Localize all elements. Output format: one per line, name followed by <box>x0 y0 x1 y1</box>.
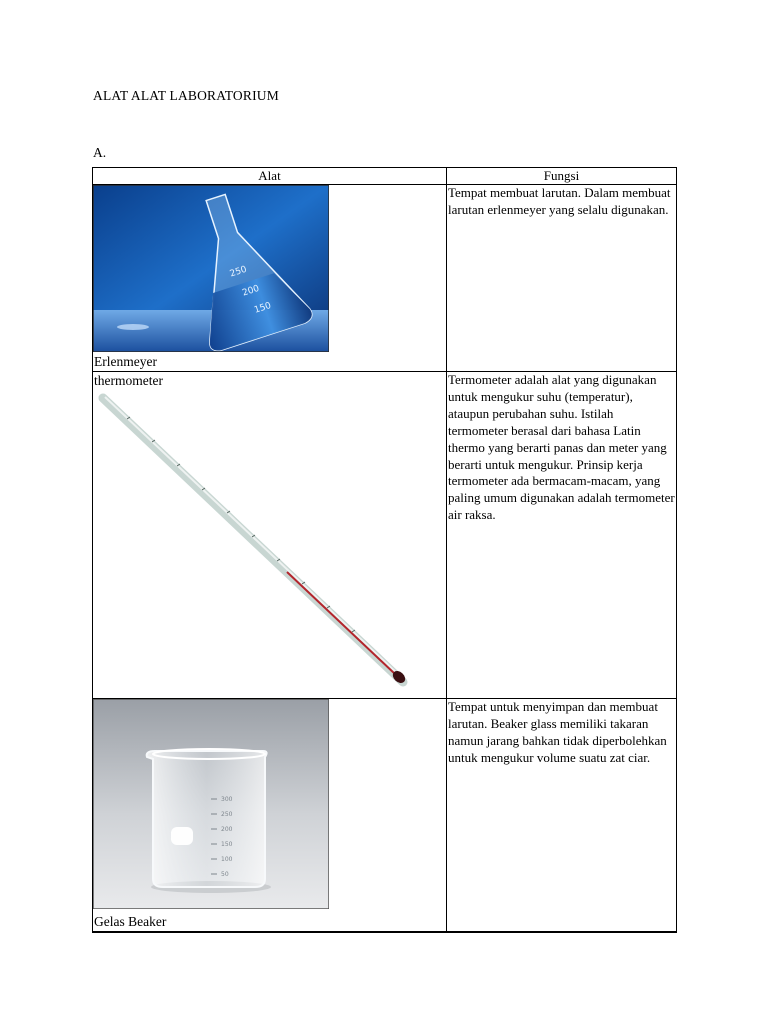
tool-description: Tempat membuat larutan. Dalam membuat larutan erlenmeyer yang selalu digunakan. <box>448 185 671 217</box>
table-header-row <box>93 168 677 185</box>
table-row <box>93 185 677 372</box>
beaker-marking-200: 200 <box>221 826 233 833</box>
alat-cell <box>93 699 447 933</box>
table-row <box>93 699 677 933</box>
tool-name: thermometer <box>94 373 163 388</box>
erlenmeyer-flask-image <box>93 185 329 352</box>
alat-cell <box>93 185 447 372</box>
flask-marking-200: 200 <box>241 283 261 299</box>
alat-cell <box>93 372 447 699</box>
fungsi-cell <box>447 185 677 372</box>
laboratory-tools-table <box>92 167 677 933</box>
beaker-marking-150: 150 <box>221 841 233 848</box>
tool-description: Tempat untuk menyimpan dan membuat larutan. Beaker glass memiliki takaran namun jarang bahkan tidak diperbolehkan untuk mengukur volume suatu zat ciar. <box>448 699 667 765</box>
beaker-marking-250: 250 <box>221 811 233 818</box>
flask-marking-250: 250 <box>228 264 249 280</box>
header-alat: Alat <box>93 168 447 185</box>
header-fungsi: Fungsi <box>447 168 677 185</box>
table-row <box>93 372 677 699</box>
document-title: ALAT ALAT LABORATORIUM <box>93 88 279 103</box>
beaker-marking-50: 50 <box>221 871 229 878</box>
tool-name: Gelas Beaker <box>94 914 167 929</box>
flask-marking-150: 150 <box>253 300 273 316</box>
thermometer-image <box>97 392 417 692</box>
fungsi-cell <box>447 699 677 933</box>
fungsi-cell <box>447 372 677 699</box>
beaker-marking-300: 300 <box>221 796 233 803</box>
tool-name: Erlenmeyer <box>94 354 157 369</box>
section-label: A. <box>93 145 107 160</box>
beaker-marking-100: 100 <box>221 856 233 863</box>
beaker-glass-image <box>93 699 329 909</box>
tool-description: Termometer adalah alat yang digunakan untuk mengukur suhu (temperatur), ataupun perubahan suhu. Istilah termometer berasal dari bahasa Latin thermo yang berarti panas dan meter yang berarti untuk mengukur. Prinsip kerja termometer ada bermacam-macam, yang paling umum digunakan adalah termometer air raksa. <box>448 372 675 523</box>
